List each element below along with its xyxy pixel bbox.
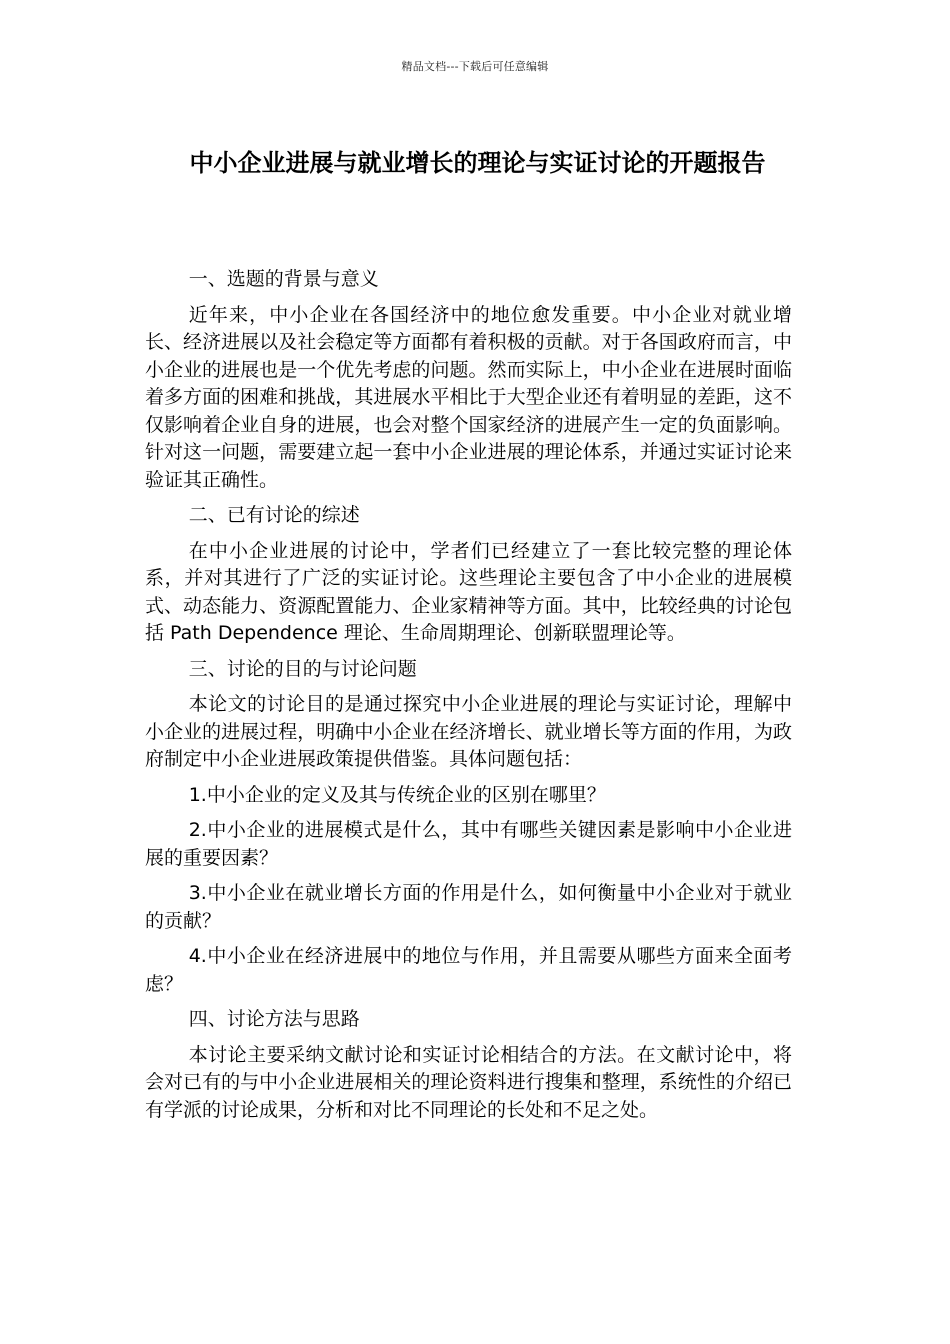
body-paragraph: 本论文的讨论目的是通过探究中小企业进展的理论与实证讨论，理解中小企业的进展过程，明确中小企业在经济增长、就业增长等方面的作用，为政府制定中小企业进展政策提供借鉴。具体问题包括：	[145, 693, 792, 770]
question-item: 4.中小企业在经济进展中的地位与作用，并且需要从哪些方面来全面考虑？	[145, 945, 792, 995]
document-title: 中小企业进展与就业增长的理论与实证讨论的开题报告	[189, 149, 766, 177]
section-heading: 四、讨论方法与思路	[188, 1008, 360, 1030]
question-item: 1.中小企业的定义及其与传统企业的区别在哪里？	[188, 783, 606, 806]
body-paragraph: 本讨论主要采纳文献讨论和实证讨论相结合的方法。在文献讨论中，将会对已有的与中小企业进展相关的理论资料进行搜集和整理，系统性的介绍已有学派的讨论成果，分析和对比不同理论的长处和不足之处。	[145, 1043, 792, 1121]
document-body	[145, 266, 792, 1132]
section-heading: 一、选题的背景与意义	[188, 268, 379, 290]
header-note: 精品文档---下载后可任意编辑	[401, 60, 549, 73]
body-paragraph: 近年来，中小企业在各国经济中的地位愈发重要。中小企业对就业增长、经济进展以及社会稳定等方面都有着积极的贡献。对于各国政府而言，中小企业的进展也是一个优先考虑的问题。然而实际上，中小企业在进展时面临着多方面的困难和挑战，其进展水平相比于大型企业还有着明显的差距，这不仅影响着企业自身的进展，也会对整个国家经济的进展产生一定的负面影响。针对这一问题，需要建立起一套中小企业进展的理论体系，并通过实证讨论来验证其正确性。	[145, 303, 792, 491]
question-item: 3.中小企业在就业增长方面的作用是什么，如何衡量中小企业对于就业的贡献？	[145, 882, 792, 932]
body-paragraph: 在中小企业进展的讨论中，学者们已经建立了一套比较完整的理论体系，并对其进行了广泛的实证讨论。这些理论主要包含了中小企业的进展模式、动态能力、资源配置能力、企业家精神等方面。其中，比较经典的讨论包括 Path Dependence 理论、生命周期理论、创新联盟理论等。	[145, 539, 792, 644]
section-heading: 三、讨论的目的与讨论问题	[188, 657, 417, 680]
section-heading: 二、已有讨论的综述	[188, 504, 360, 526]
question-item: 2.中小企业的进展模式是什么，其中有哪些关键因素是影响中小企业进展的重要因素？	[145, 819, 792, 869]
